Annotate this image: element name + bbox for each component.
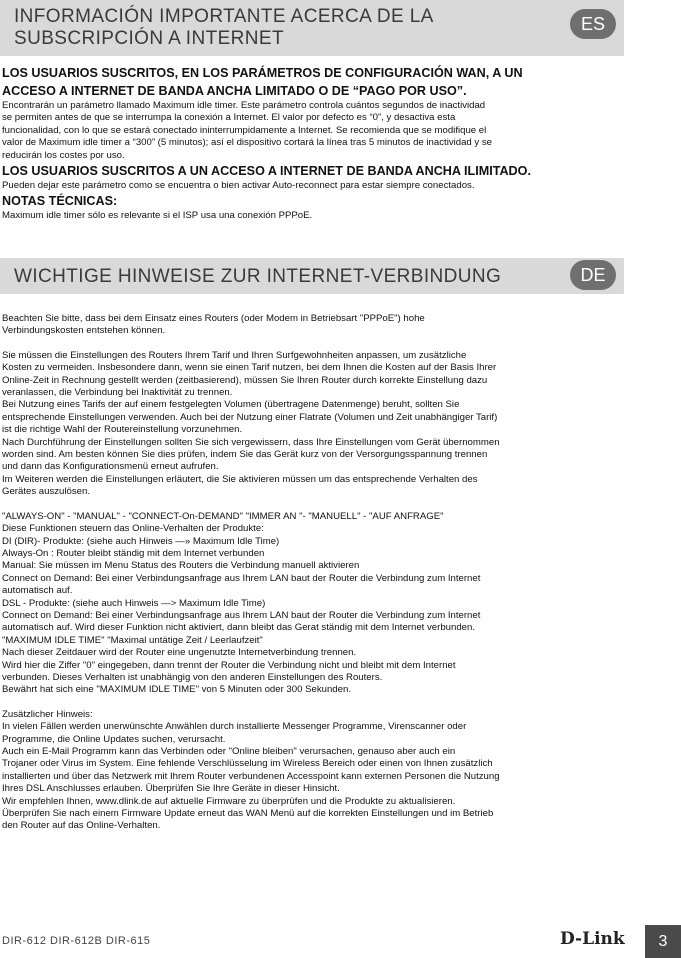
de-language-badge: DE bbox=[570, 260, 616, 290]
es-heading-unlimited-access: LOS USUARIOS SUSCRITOS A UN ACCESO A INTERNET DE BANDA ANCHA ILIMITADO. bbox=[2, 164, 531, 179]
footer-model-list: DIR-612 DIR-612B DIR-615 bbox=[2, 935, 151, 947]
page-number: 3 bbox=[645, 925, 681, 958]
es-section-banner bbox=[0, 0, 624, 56]
es-title-line2: SUBSCRIPCIÓN A INTERNET bbox=[14, 28, 284, 49]
de-content bbox=[2, 313, 627, 833]
es-title-line1: INFORMACIÓN IMPORTANTE ACERCA DE LA bbox=[14, 6, 434, 27]
es-paragraph-idle-timer: Encontrarán un parámetro llamado Maximum idle timer. Este parámetro controla cuántos segundos de inactividad se permiten antes de que se interrumpa la conexión a Internet. El valor por defecto es “0”, y desactiva esta funcionalidad, con lo que se estará conectado ininterrumpidamente a Internet. Se recomienda que se modifique el valor de Maximum idle timer a “300” (5 minutos); así el dispositivo cortará la línea tras 5 minutos de inactividad y se reducirán los costes por uso. bbox=[2, 100, 493, 161]
es-language-badge: ES bbox=[570, 9, 616, 39]
de-block-settings-advice: Sie müssen die Einstellungen des Routers Ihrem Tarif und Ihren Surfgewohnheiten anpassen, um zusätzliche Kosten zu vermeiden. Insbesondere dann, wenn sie einen Tarif nutzen, bei dem Ihnen die Kosten auf der Basis Ihrer Online-Zeit in Rechnung gestellt werden (zeitbasierend), müssen Sie Ihren Router durch korrekte Einstellung dazu veranlassen, die Verbindung bei Inaktivität zu trennen. Bei Nutzung eines Tarifs der auf einem festgelegten Volumen (übertragene Datenmenge) beruht, sollten Sie entsprechende Einstellungen verwenden. Auch bei der Nutzung einer Flatrate (Volumen und Zeit unabhängiger Tarif) ist die richtige Wahl der Routereinstellung vorzunehmen. Nach Durchführung der Einstellungen sollten Sie sich vergewissern, dass Ihre Einstellungen vom Gerät übernommen worden sind. Am besten können Sie dies prüfen, indem Sie das Gerät kurz von der Versorgungsspannung trennen und dann das Konfigurationsmenü erneut aufrufen. Im Weiteren werden die Einstellungen erläutert, die Sie aktivieren müssen um das entsprechende Verhalten des Gerätes auszulösen. bbox=[2, 349, 500, 498]
de-section-title: WICHTIGE HINWEISE ZUR INTERNET-VERBINDUNG bbox=[14, 266, 502, 287]
de-section-banner bbox=[0, 258, 624, 294]
de-block-connection-modes: "ALWAYS-ON" - "MANUAL" - "CONNECT-On-DEMAND" "IMMER AN "- "MANUELL" - "AUF ANFRAGE" Diese Funktionen steuern das Online-Verhalten der Produkte: DI (DIR)- Produkte: (siehe auch Hinweis —» Maximum Idle Time) Always-On : Router bleibt ständig mit dem Internet verbunden Manual: Sie müssen im Menu Status des Routers die Verbindung manuell aktivieren Connect on Demand: Bei einer Verbindungsanfrage aus Ihrem LAN baut der Router die Verbindung zum Internet automatisch auf. DSL - Produkte: (siehe auch Hinweis —> Maximum Idle Time) Connect on Demand: Bei einer Verbindungsanfrage aus Ihrem LAN baut der Router die Verbindung zum Internet automatisch auf. Wird dieser Funktion nicht aktiviert, dann bleibt das Gerat ständig mit dem Internet verbunden. "MAXIMUM IDLE TIME" "Maximal untätige Zeit / Leerlaufzeit" Nach dieser Zeitdauer wird der Router eine ungenutzte Internetverbindung trennen. Wird hier die Ziffer "0" eingegeben, dann trennt der Router die Verbindung nicht und bleibt mit dem Internet verbunden. Dieses Verhalten ist unabhängig von den anderen Einstellungen des Routers. Bewährt hat sich eine "MAXIMUM IDLE TIME" von 5 Minuten oder 300 Sekunden. bbox=[2, 510, 481, 696]
de-block-additional-note: Zusätzlicher Hinweis: In vielen Fällen werden unerwünschte Anwählen durch installierte Messenger Programme, Virenscanner oder Programme, die Online Updates suchen, verursacht. Auch ein E-Mail Programm kann das Verbinden oder "Online bleiben" verursachen, genauso aber auch ein Trojaner oder Virus im System. Eine fehlende Verschlüsselung im Wireless Bereich oder einen von Ihnen zusätzlich installierten und über das Netzwerk mit Ihrem Router verbundenen Accesspoint kann externen Personen die Nutzung Ihres DSL Anschlusses erlauben. Überprüfen Sie Ihre Geräte in dieser Hinsicht. Wir empfehlen Ihnen, www.dlink.de auf aktuelle Firmware zu überprüfen und die Produkte zu aktualisieren. Überprüfen Sie nach einem Firmware Update erneut das WAN Menü auf die korrekten Einstellungen und im Betrieb den Router auf das Online-Verhalten. bbox=[2, 708, 500, 832]
es-heading-limited-access: LOS USUARIOS SUSCRITOS, EN LOS PARÁMETROS DE CONFIGURACIÓN WAN, A UN ACCESO A INTERNET DE BANDA ANCHA LIMITADO O DE “PAGO POR USO”. bbox=[2, 66, 523, 98]
dlink-logo: D-Link bbox=[560, 929, 625, 949]
de-block-costs-warning: Beachten Sie bitte, dass bei dem Einsatz eines Routers (oder Modem in Betriebsart "PPPoE") hohe Verbindungskosten entstehen können. bbox=[2, 313, 425, 337]
es-content bbox=[2, 64, 627, 223]
es-paragraph-pppoe: Maximum idle timer sólo es relevante si el ISP usa una conexión PPPoE. bbox=[2, 210, 313, 222]
es-heading-technical-notes: NOTAS TÉCNICAS: bbox=[2, 194, 118, 209]
es-section-title bbox=[14, 6, 434, 50]
es-paragraph-auto-reconnect: Pueden dejar este parámetro como se encuentra o bien activar Auto-reconnect para estar siempre conectados. bbox=[2, 180, 475, 192]
